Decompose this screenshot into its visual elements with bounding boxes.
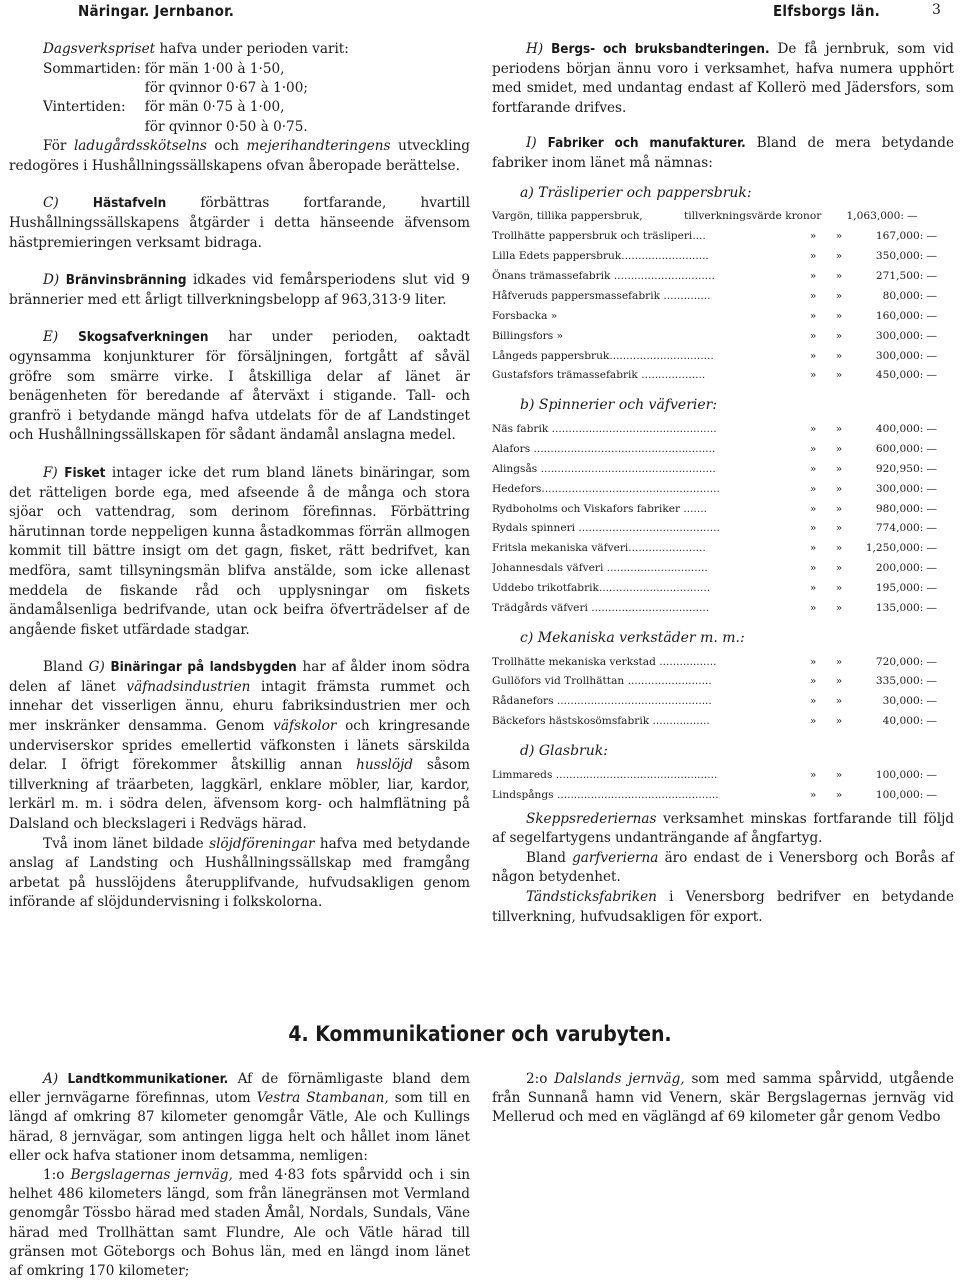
industry-name: Limmareds ................................................ bbox=[492, 768, 718, 781]
value-dash: — bbox=[926, 269, 937, 282]
wage-rate: för män 1·00 à 1·50, bbox=[144, 60, 285, 77]
ditto-mark: » bbox=[835, 309, 843, 322]
industry-row bbox=[492, 786, 954, 806]
industry-name: Lindspångs ................................................ bbox=[492, 788, 719, 801]
industry-row bbox=[492, 712, 954, 732]
railway-1 bbox=[9, 1166, 470, 1281]
railway-name: Dalslands jernväg, bbox=[554, 1071, 685, 1087]
section-f bbox=[9, 464, 470, 640]
text: verksamhet minskas fortfarande till följd af segelfartygens undanträngande af ångfartyg. bbox=[492, 810, 954, 847]
industry-name: Alingsås .................................................... bbox=[492, 462, 716, 475]
ditto-mark: » bbox=[809, 269, 817, 282]
value-dash: — bbox=[926, 522, 937, 535]
production-value: 300,000: bbox=[875, 349, 924, 362]
production-value: 100,000: bbox=[875, 788, 924, 801]
industry-name: Trädgårds väfveri ................................... bbox=[492, 602, 710, 615]
production-value: 195,000: bbox=[875, 582, 924, 595]
section-title: Fabriker och manufakturer. bbox=[547, 136, 746, 152]
industry-name: Johannesdals väfveri .............................. bbox=[492, 562, 708, 575]
production-value: 167,000: bbox=[875, 230, 924, 243]
industry-row bbox=[492, 579, 954, 599]
industry-row bbox=[492, 460, 954, 480]
industry-name: Alafors ...................................................... bbox=[492, 442, 716, 455]
value-dash: — bbox=[926, 442, 937, 455]
production-value: 1,250,000: bbox=[865, 542, 924, 555]
ditto-mark: » bbox=[809, 788, 817, 801]
industry-name: Rydals spinneri .......................................... bbox=[492, 522, 720, 535]
ditto-mark: » bbox=[835, 289, 843, 302]
industry-row bbox=[492, 420, 954, 440]
section-letter: H) bbox=[526, 41, 544, 57]
section4-left-column bbox=[9, 1070, 470, 1281]
production-value: 450,000: bbox=[875, 369, 924, 382]
industry-row bbox=[492, 519, 954, 539]
text: och kringresande underviserskor sprides emellertid väfkonsten i länets särskilda delar. I öfrigt förekommer åtskillig annan bbox=[9, 718, 470, 774]
wage-row bbox=[43, 60, 312, 79]
industry-name: Näs fabrik ................................................. bbox=[492, 422, 717, 435]
text-italic: väfskolor bbox=[273, 718, 337, 735]
value-dash: — bbox=[926, 482, 937, 495]
wages-intro-italic: Dagsverkspriset bbox=[43, 41, 156, 57]
industry-row bbox=[492, 599, 954, 619]
section-text: idkades vid femårsperiodens slut vid 9 brännerier med ett årligt tillverkningsbelopp af 963,313·9 liter. bbox=[9, 272, 470, 308]
section-letter: A) bbox=[43, 1071, 59, 1087]
industry-section-heading: c) Mekaniska verkstäder m. m.: bbox=[520, 629, 745, 646]
industry-row bbox=[492, 766, 954, 786]
wage-season bbox=[43, 79, 145, 98]
text-italic: ladugårdsskötselns bbox=[73, 138, 207, 155]
section-c bbox=[9, 194, 470, 253]
industry-name: Rådanefors .............................................. bbox=[492, 695, 712, 708]
ditto-mark: » bbox=[809, 442, 817, 455]
wage-rate: för qvinnor 0·67 à 1·00; bbox=[144, 80, 308, 96]
industry-row bbox=[492, 287, 954, 307]
wage-rate: för män 0·75 à 1·00, bbox=[144, 99, 285, 116]
tannery-paragraph bbox=[492, 849, 954, 888]
value-dash: — bbox=[907, 210, 918, 223]
production-value: 80,000: bbox=[882, 289, 924, 302]
section-title: Hästafveln bbox=[92, 196, 167, 212]
text-italic: garfverierna bbox=[572, 849, 659, 866]
industry-section-heading: b) Spinnerier och väfverier: bbox=[520, 397, 718, 414]
value-dash: — bbox=[926, 715, 937, 728]
ditto-mark: » bbox=[809, 502, 817, 515]
production-value: 135,000: bbox=[875, 602, 924, 615]
ditto-mark: » bbox=[835, 602, 843, 615]
ditto-mark: » bbox=[809, 230, 817, 243]
railway-name: Bergslagernas jernväg, bbox=[70, 1167, 233, 1184]
ditto-mark: » bbox=[809, 715, 817, 728]
ditto-mark: » bbox=[835, 369, 843, 382]
industry-row bbox=[492, 692, 954, 712]
wage-rate: för qvinnor 0·50 à 0·75. bbox=[144, 118, 308, 135]
industry-row bbox=[492, 559, 954, 579]
industry-row bbox=[492, 347, 954, 367]
industry-name: Billingsfors » bbox=[492, 329, 564, 342]
section-text: intager icke det rum bland länets binäringar, som det rätteligen borde ega, med afseende å de många och stora sjöar och vattendrag, som derinom förefinnas. Förbättring härutinnan torde neppeligen kunna åstadkommas förrän allmogen kommit till bättre insigt om det gagn, fisket, rätt bedrifvet, kan medföra, samt tillsyningsmän blifva anstälde, som icke allenast meddela de fiskande råd och upplysningar om fiskets ändamålsenliga bedrifvande, utan ock beifra öfverträdelser af de angående fisket utfärdade stadgar. bbox=[9, 464, 470, 638]
ditto-mark: » bbox=[809, 655, 817, 668]
ditto-mark: » bbox=[835, 482, 843, 495]
ditto-mark: » bbox=[835, 329, 843, 342]
production-value: 160,000: bbox=[875, 309, 924, 322]
ditto-mark: » bbox=[835, 562, 843, 575]
production-value: 980,000: bbox=[875, 502, 924, 515]
ditto-mark: » bbox=[835, 502, 843, 515]
value-dash: — bbox=[926, 309, 937, 322]
ditto-mark: » bbox=[809, 675, 817, 688]
ditto-mark: » bbox=[809, 542, 817, 555]
right-column bbox=[492, 40, 954, 927]
text: Bland bbox=[43, 659, 83, 676]
ditto-mark: » bbox=[809, 249, 817, 262]
text: och bbox=[214, 138, 239, 155]
wage-season: Vintertiden: bbox=[43, 99, 126, 116]
section-h bbox=[492, 40, 954, 118]
value-dash: — bbox=[926, 329, 937, 342]
value-dash: — bbox=[926, 230, 937, 243]
ditto-mark: » bbox=[835, 768, 843, 781]
ditto-mark: » bbox=[835, 655, 843, 668]
industry-name: Gustafsfors trämassefabrik ................... bbox=[492, 369, 706, 382]
section-letter: G) bbox=[88, 659, 105, 676]
section-letter: I) bbox=[526, 135, 537, 152]
industry-name: Hedefors..................................................... bbox=[492, 482, 720, 495]
slojd-paragraph bbox=[9, 835, 470, 913]
industry-row bbox=[492, 440, 954, 460]
text: intagit främsta rummet och innehar det visserligen ännu, ehuru fabriksindustrien mer och mer inskränker densamma. Genom bbox=[9, 678, 470, 735]
value-dash: — bbox=[926, 369, 937, 382]
railway-number: 2:o bbox=[526, 1071, 548, 1087]
industry-name: Uddebo trikotfabrik................................. bbox=[492, 582, 711, 595]
text: Bland bbox=[526, 849, 566, 866]
ditto-mark: » bbox=[809, 482, 817, 495]
production-value: 30,000: bbox=[882, 695, 924, 708]
industry-name: Önans trämassefabrik .............................. bbox=[492, 269, 715, 282]
production-value: 600,000: bbox=[875, 442, 924, 455]
value-dash: — bbox=[926, 422, 937, 435]
value-dash: — bbox=[926, 788, 937, 801]
ditto-mark: » bbox=[809, 422, 817, 435]
section-letter: E) bbox=[43, 329, 59, 346]
production-value: 271,500: bbox=[875, 269, 924, 282]
section-letter: F) bbox=[43, 464, 58, 481]
section-text: De få jernbruk, som vid periodens början ännu voro i verksamhet, hafva numera upphört med smidet, med undantag endast af Kollerö med Jädersfors, som fortfarande drifves. bbox=[492, 41, 955, 116]
value-dash: — bbox=[926, 675, 937, 688]
wage-season: Sommartiden: bbox=[43, 60, 141, 77]
wages-intro-rest: hafva under perioden varit: bbox=[159, 41, 349, 57]
text: såsom tillverkning af träarbeten, laggkärl, enklare möbler, liar, kardor, lerkärl m. m. i södra delen, äfvensom korg- och halmflätning på Dalsland och bleckslageri i Redvägs härad. bbox=[9, 757, 471, 833]
section-title: Landtkommunikationer. bbox=[67, 1072, 229, 1087]
section-title: Bränvinsbränning bbox=[65, 273, 187, 289]
value-dash: — bbox=[926, 602, 937, 615]
section-i bbox=[492, 134, 954, 173]
value-label: tillverkningsvärde kronor bbox=[684, 210, 822, 223]
industry-name: Vargön, tillika pappersbruk, bbox=[492, 210, 643, 223]
production-value: 200,000: bbox=[875, 562, 924, 575]
text: För bbox=[43, 138, 67, 155]
value-dash: — bbox=[926, 562, 937, 575]
value-dash: — bbox=[926, 768, 937, 781]
production-value: 720,000: bbox=[875, 655, 924, 668]
wage-season bbox=[43, 118, 145, 137]
industry-name: Lilla Edets pappersbruk.......................... bbox=[492, 249, 709, 262]
production-value: 300,000: bbox=[875, 329, 924, 342]
section-title: Skogsafverkningen bbox=[78, 330, 209, 346]
ditto-mark: » bbox=[809, 562, 817, 575]
ditto-mark: » bbox=[835, 349, 843, 362]
production-value: 920,950: bbox=[875, 462, 924, 475]
section-text: förbättras fortfarande, hvartill Hushållningssällskapens åtgärder i detta hänseende äfvensom hästpremieringen verksamt bidraga. bbox=[9, 195, 471, 251]
wages-table bbox=[43, 60, 312, 138]
ditto-mark: » bbox=[809, 462, 817, 475]
value-dash: — bbox=[926, 462, 937, 475]
ditto-mark: » bbox=[835, 542, 843, 555]
wages-intro bbox=[9, 40, 470, 60]
ditto-mark: » bbox=[809, 695, 817, 708]
value-dash: — bbox=[926, 289, 937, 302]
industry-row bbox=[492, 227, 954, 247]
industry-name: Bäckefors hästskosömsfabrik ................. bbox=[492, 715, 710, 728]
ditto-mark: » bbox=[835, 249, 843, 262]
text: Två inom länet bildade bbox=[43, 835, 204, 852]
header-left: Näringar. Jernbanor. bbox=[78, 2, 235, 20]
text: hafva med betydande anslag af Landsting och Hushållningssällskap med framgång arbetat på husslöjdens återupplifvande, hufvudsakligen genom införande af slöjdundervisning i folkskolorna. bbox=[9, 835, 471, 911]
railway-text: som med samma spårvidd, utgående från Sunnanå hamn vid Venern, skär Bergslagernas jernväg vid Mellerud och med en väglängd af 69 kilometer går genom Vedbo bbox=[492, 1071, 954, 1126]
section-letter: D) bbox=[43, 272, 60, 289]
wages-outro bbox=[9, 137, 470, 176]
ditto-mark: » bbox=[809, 289, 817, 302]
wage-row bbox=[43, 118, 312, 137]
industry-row bbox=[492, 327, 954, 347]
industry-name: Fritsla mekaniska väfveri....................... bbox=[492, 542, 706, 555]
industry-row bbox=[492, 653, 954, 673]
ditto-mark: » bbox=[835, 269, 843, 282]
production-value: 40,000: bbox=[882, 715, 924, 728]
industry-row bbox=[492, 500, 954, 520]
production-value: 400,000: bbox=[875, 422, 924, 435]
ditto-mark: » bbox=[835, 695, 843, 708]
ditto-mark: » bbox=[835, 675, 843, 688]
text-italic: Vestra Stambanan, bbox=[256, 1090, 389, 1107]
ditto-mark: » bbox=[835, 522, 843, 535]
wage-row bbox=[43, 79, 312, 98]
industry-list bbox=[492, 184, 954, 806]
industry-name: Forsbacka » bbox=[492, 309, 558, 322]
production-value: 335,000: bbox=[875, 675, 924, 688]
ditto-mark: » bbox=[835, 462, 843, 475]
ditto-mark: » bbox=[835, 582, 843, 595]
text-italic: husslöjd bbox=[356, 757, 414, 774]
industry-row bbox=[492, 480, 954, 500]
section-title: Binäringar på landsbygden bbox=[110, 660, 297, 676]
production-value: 774,000: bbox=[875, 522, 924, 535]
section-text: Bland de mera betydande fabriker inom länet må nämnas: bbox=[492, 135, 954, 171]
industry-section-heading: d) Glasbruk: bbox=[520, 743, 608, 760]
text: i Venersborg bedrifver en betydande tillverkning, hufvudsakligen för export. bbox=[492, 888, 954, 925]
railway-2 bbox=[492, 1070, 954, 1128]
production-value: 100,000: bbox=[875, 768, 924, 781]
section-title: Bergs- och bruksbandteringen. bbox=[551, 42, 770, 57]
value-dash: — bbox=[926, 249, 937, 262]
ditto-mark: » bbox=[809, 349, 817, 362]
text-italic: Tändsticksfabriken bbox=[526, 888, 657, 905]
left-column bbox=[9, 40, 470, 913]
text-italic: slöjdföreningar bbox=[209, 835, 315, 852]
railway-number: 1:o bbox=[43, 1167, 65, 1184]
ditto-mark: » bbox=[809, 309, 817, 322]
value-dash: — bbox=[926, 502, 937, 515]
industry-row bbox=[492, 307, 954, 327]
value-dash: — bbox=[926, 582, 937, 595]
section-d bbox=[9, 271, 470, 310]
section4-right-column bbox=[492, 1070, 954, 1128]
text: har af ålder inom södra delen af länet bbox=[9, 659, 470, 695]
ditto-mark: » bbox=[835, 788, 843, 801]
industry-row bbox=[492, 366, 954, 386]
value-dash: — bbox=[926, 349, 937, 362]
production-value: 1,063,000: bbox=[846, 210, 904, 223]
industry-row bbox=[492, 539, 954, 559]
header-center: Elfsborgs län. bbox=[773, 2, 880, 20]
text-italic: mejerihandteringens bbox=[246, 138, 391, 155]
ditto-mark: » bbox=[835, 230, 843, 243]
section-heading: 4. Kommunikationer och varubyten. bbox=[288, 1022, 672, 1046]
section-letter: C) bbox=[43, 195, 59, 212]
industry-section-heading: a) Träsliperier och pappersbruk: bbox=[520, 184, 752, 201]
industry-name: Trollhätte mekaniska verkstad ................. bbox=[492, 655, 717, 668]
section4-a bbox=[9, 1070, 470, 1166]
text: Af de förnämligaste bland dem eller jernvägarne förefinnas, utom bbox=[9, 1071, 470, 1107]
industry-name: Långeds pappersbruk............................... bbox=[492, 349, 714, 362]
match-factory-paragraph bbox=[492, 888, 954, 927]
text-italic: väfnadsindustrien bbox=[126, 678, 251, 695]
value-dash: — bbox=[926, 542, 937, 555]
page-number: 3 bbox=[932, 2, 942, 18]
industry-row bbox=[492, 207, 954, 227]
ditto-mark: » bbox=[809, 602, 817, 615]
ditto-mark: » bbox=[809, 329, 817, 342]
section-text: har under perioden, oaktadt ogynsamma konjunkturer för försäljningen, fortgått af såväl gröfre som smärre virke. I åtskilliga delar af länet är benägenheten för beredande af återväxt i stigande. Tall- och granfrö i betydande mängd hafva utdelats för de af Landstinget och Hushållningssällskapen för sådant ändamål anslagna medel. bbox=[9, 329, 470, 444]
section-g bbox=[9, 658, 470, 834]
value-dash: — bbox=[926, 695, 937, 708]
value-dash: — bbox=[926, 655, 937, 668]
ditto-mark: » bbox=[809, 369, 817, 382]
industry-name: Håfveruds pappersmassefabrik .............. bbox=[492, 289, 711, 302]
production-value: 350,000: bbox=[875, 249, 924, 262]
ditto-mark: » bbox=[809, 522, 817, 535]
industry-row bbox=[492, 267, 954, 287]
ditto-mark: » bbox=[809, 768, 817, 781]
wage-row bbox=[43, 98, 312, 117]
industry-name: Trollhätte pappersbruk och träsliperi.... bbox=[492, 230, 706, 243]
text-italic: Skeppsrederiernas bbox=[526, 810, 657, 827]
industry-name: Gullöfors vid Trollhättan ......................... bbox=[492, 675, 712, 688]
industry-name: Rydboholms och Viskafors fabriker ....... bbox=[492, 502, 708, 515]
ditto-mark: » bbox=[809, 582, 817, 595]
production-value: 300,000: bbox=[875, 482, 924, 495]
section-title: Fisket bbox=[64, 465, 106, 481]
text: som till en längd af omkring 87 kilometer genomgår Vätle, Ale och Kullings härad, 8 jernvägar, som antingen ligga helt och hållet inom länet eller ock hafva stationer inom detsamma, nemligen: bbox=[9, 1090, 470, 1164]
industry-row bbox=[492, 672, 954, 692]
section-e bbox=[9, 328, 470, 446]
industry-row bbox=[492, 247, 954, 267]
shipping-paragraph bbox=[492, 810, 954, 849]
ditto-mark: » bbox=[835, 715, 843, 728]
text: äro endast de i Venersborg och Borås af någon betydenhet. bbox=[492, 849, 955, 886]
text: utveckling redogöres i Hushållningssällskapens ofvan åberopade berättelse. bbox=[9, 138, 471, 174]
railway-text: med 4·83 fots spårvidd och i sin helhet 486 kilometers längd, som från länegränsen mot Vermland genomgår Tössbo härad med staden Åmål, Nordals, Sundals, Väne härad med Trollhättan samt Flundre, Ale och Vätle härad till gränsen mot Göteborgs och Bohus län, med en längd inom länet af omkring 170 kilometer; bbox=[9, 1167, 470, 1280]
ditto-mark: » bbox=[835, 422, 843, 435]
ditto-mark: » bbox=[835, 442, 843, 455]
